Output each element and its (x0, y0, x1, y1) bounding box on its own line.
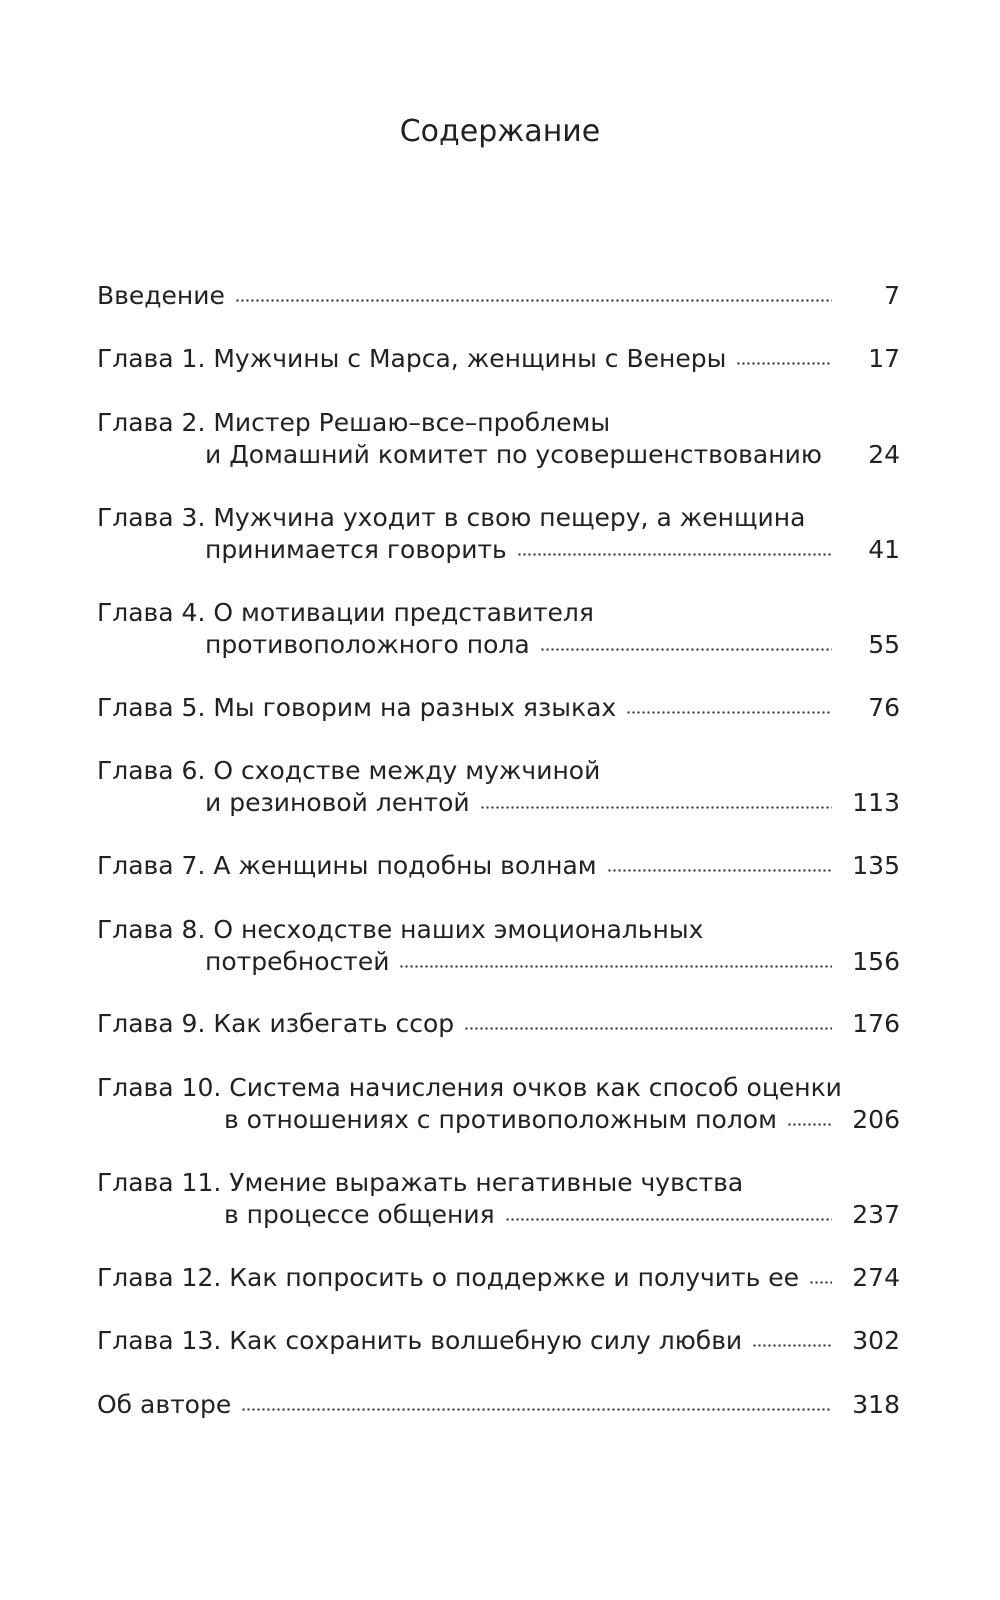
toc-page-number: 76 (868, 693, 900, 722)
toc-page-number: 206 (852, 1105, 900, 1134)
dot-leader (505, 1215, 832, 1223)
toc-entry-chapter-13[interactable] (97, 1325, 900, 1357)
toc-page-number: 17 (868, 344, 900, 373)
toc-entry-chapter-7[interactable] (97, 850, 900, 882)
dot-leader (235, 296, 832, 304)
toc-entry-title-continued: противоположного пола (205, 630, 530, 659)
dot-leader (517, 550, 832, 558)
toc-entry-chapter-12[interactable] (97, 1262, 900, 1294)
toc-entry-title: Глава 5. Мы говорим на разных языках (97, 693, 617, 722)
dot-leader (241, 1405, 832, 1413)
toc-entry-chapter-5[interactable] (97, 692, 900, 724)
toc-entry-chapter-4[interactable] (97, 597, 900, 661)
toc-entry-chapter-8[interactable] (97, 914, 900, 978)
dot-leader (607, 866, 832, 874)
toc-entry-title: Глава 7. А женщины подобны волнам (97, 851, 597, 880)
dot-leader (480, 803, 832, 811)
toc-entry-title: Глава 11. Умение выражать негативные чувства (97, 1168, 744, 1197)
toc-page-number: 302 (852, 1326, 900, 1355)
dot-leader (809, 1278, 832, 1286)
toc-entry-title: Глава 8. О несходстве наших эмоциональных (97, 915, 704, 944)
toc-page-number: 41 (868, 535, 900, 564)
toc-entry-title: Глава 6. О сходстве между мужчиной (97, 756, 601, 785)
toc-entry-title-continued: потребностей (205, 947, 390, 976)
toc-page-number: 156 (852, 947, 900, 976)
toc-entry-chapter-3[interactable] (97, 502, 900, 566)
toc-entry-title-continued: принимается говорить (205, 535, 507, 564)
toc-entry-title: Глава 9. Как избегать ссор (97, 1009, 455, 1038)
toc-page-number: 113 (852, 788, 900, 817)
toc-page-number: 274 (852, 1263, 900, 1292)
toc-entry-title-continued: в отношениях с противоположным полом (224, 1105, 777, 1134)
toc-entry-chapter-11[interactable] (97, 1167, 900, 1231)
dot-leader (399, 962, 832, 970)
dot-leader (626, 708, 832, 716)
dot-leader (752, 1341, 832, 1349)
dot-leader (787, 1120, 832, 1128)
toc-entry-chapter-9[interactable] (97, 1008, 900, 1040)
dot-leader (540, 645, 832, 653)
toc-entry-title: Глава 2. Мистер Решаю–все–проблемы (97, 408, 611, 437)
toc-page-number: 318 (852, 1390, 900, 1419)
toc-entry-title: Глава 4. О мотивации представителя (97, 598, 594, 627)
toc-entry-title: Глава 3. Мужчина уходит в свою пещеру, а женщина (97, 503, 806, 532)
toc-entry-title: Об авторе (97, 1390, 232, 1419)
page-title: Содержание (399, 114, 601, 149)
toc-entry-title: Глава 1. Мужчины с Марса, женщины с Венеры (97, 344, 727, 373)
toc-entry-chapter-6[interactable] (97, 755, 900, 819)
toc-page-number: 135 (852, 851, 900, 880)
toc-entry-chapter-2[interactable] (97, 407, 900, 471)
toc-entry-introduction[interactable] (97, 280, 900, 312)
toc-entry-title: Введение (97, 281, 225, 310)
toc-page-number: 55 (868, 630, 900, 659)
toc-entry-chapter-1[interactable] (97, 343, 900, 375)
dot-leader (464, 1024, 832, 1032)
toc-entry-chapter-10[interactable] (97, 1072, 900, 1136)
toc-entry-title-continued: и Домашний комитет по усовершенствованию (205, 440, 822, 469)
toc-page-number: 176 (852, 1009, 900, 1038)
toc-entry-title-continued: в процессе общения (224, 1200, 495, 1229)
toc-entry-title: Глава 10. Система начисления очков как способ оценки (97, 1073, 842, 1102)
toc-entry-about-author[interactable] (97, 1389, 900, 1421)
toc-page-number: 24 (868, 440, 900, 469)
dot-leader (736, 359, 832, 367)
toc-page-number: 237 (852, 1200, 900, 1229)
toc-entry-title: Глава 13. Как сохранить волшебную силу любви (97, 1326, 743, 1355)
toc-page-number: 7 (884, 281, 900, 310)
toc-entry-title-continued: и резиновой лентой (205, 788, 470, 817)
toc-entry-title: Глава 12. Как попросить о поддержке и получить ее (97, 1263, 800, 1292)
